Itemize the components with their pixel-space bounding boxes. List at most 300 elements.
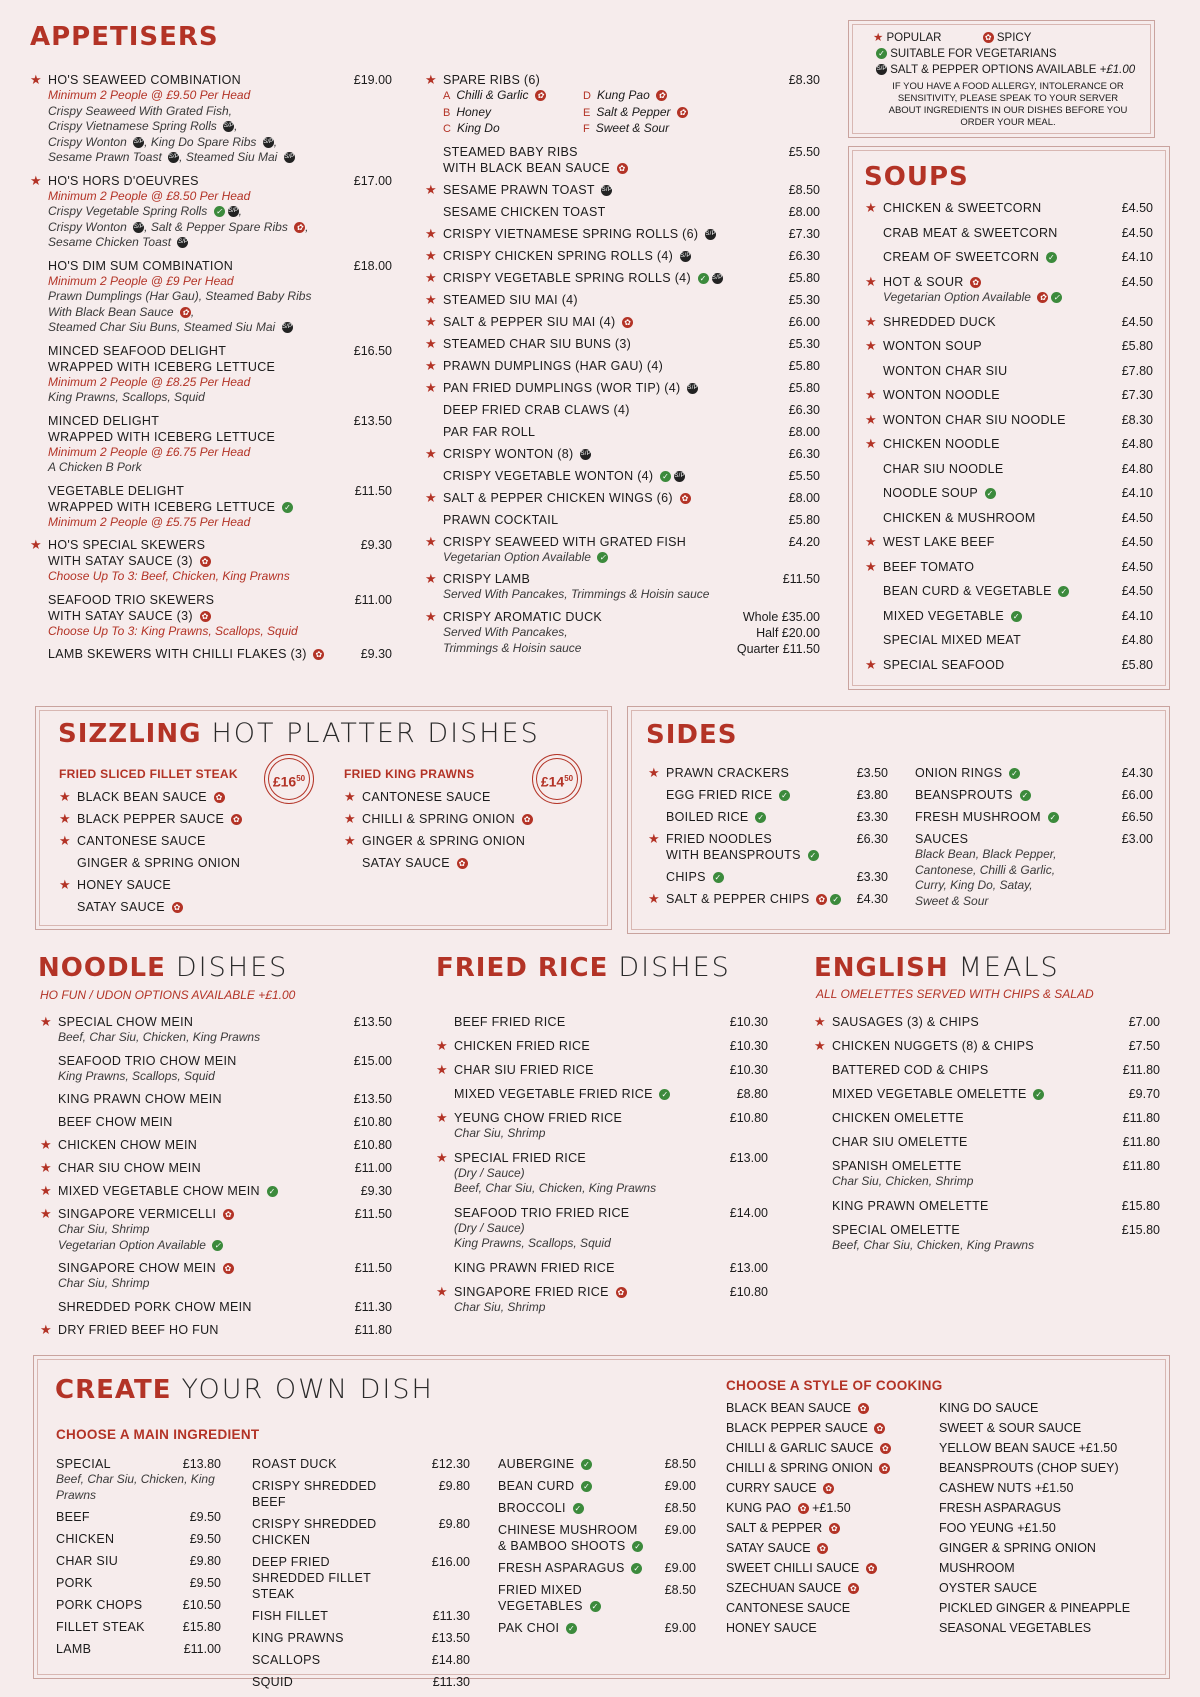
item-name: CANTONESE SAUCE xyxy=(362,790,491,804)
english-note: ALL OMELETTES SERVED WITH CHIPS & SALAD xyxy=(816,987,1094,1001)
item-name: CHICKEN & MUSHROOM xyxy=(883,510,1036,525)
menu-item xyxy=(425,358,820,374)
star-icon: ★ xyxy=(425,533,437,549)
noodle-list xyxy=(40,1014,392,1345)
fried-rice-list xyxy=(436,1014,768,1323)
spicy-icon: ✿ xyxy=(866,1563,877,1574)
item-price: £13.50 xyxy=(353,413,392,428)
menu-item xyxy=(865,363,1153,379)
item-name: CHICKEN & SWEETCORN xyxy=(883,201,1042,215)
item-price: £13.80 xyxy=(182,1457,221,1471)
item-description: Beef, Char Siu, Chicken, King Prawns xyxy=(58,1030,261,1044)
item-name: MINCED DELIGHT xyxy=(48,413,160,428)
vegetarian-icon: ✓ xyxy=(832,895,840,905)
menu-item xyxy=(648,787,888,803)
menu-item xyxy=(436,1086,768,1102)
item-name: SALT & PEPPER CHICKEN WINGS (6) ✿ xyxy=(443,490,689,505)
item-name: CRISPY VEGETABLE WONTON (4) ✓ S/P xyxy=(443,468,685,483)
menu-item xyxy=(59,789,279,805)
item-name: SEAFOOD TRIO CHOW MEIN xyxy=(58,1053,237,1068)
item-name: BEAN CURD & VEGETABLE ✓ xyxy=(883,584,1068,598)
spicy-icon: ✿ xyxy=(523,815,531,825)
menu-item xyxy=(436,1038,768,1054)
item-name: PORK CHOPS xyxy=(56,1598,143,1612)
menu-item xyxy=(252,1652,470,1668)
item-name: CRISPY SEAWEED WITH GRATED FISH xyxy=(443,534,687,549)
menu-item xyxy=(814,1158,1160,1190)
create-title xyxy=(55,1374,434,1405)
item-name: CRISPY WONTON (8) S/P xyxy=(443,446,592,461)
menu-item xyxy=(865,559,1153,575)
cooking-style: FOO YEUNG +£1.50 xyxy=(939,1521,1056,1535)
item-description: Crispy Wonton S/P, King Do Spare Ribs S/P, xyxy=(48,134,278,149)
star-icon: ★ xyxy=(865,411,877,427)
item-price: £10.30 xyxy=(729,1063,768,1077)
item-name: FRESH MUSHROOM ✓ xyxy=(915,810,1057,824)
star-icon: ★ xyxy=(40,1206,52,1221)
item-name: HONEY SAUCE xyxy=(77,878,172,892)
spicy-icon: ✿ xyxy=(656,90,667,101)
item-name: SPECIAL OMELETTE xyxy=(832,1222,960,1237)
item-name: SPECIAL MIXED MEAT xyxy=(883,633,1022,647)
item-price: £7.50 xyxy=(1128,1039,1160,1053)
item-price: £6.30 xyxy=(788,248,820,263)
cooking-style: SWEET CHILLI SAUCE ✿ xyxy=(726,1558,936,1578)
item-name: STEAMED SIU MAI (4) xyxy=(443,292,578,307)
menu-item xyxy=(425,226,820,242)
salt-pepper-icon: S/P xyxy=(674,471,685,482)
star-icon: ★ xyxy=(344,833,356,848)
menu-item xyxy=(425,446,820,462)
menu-item xyxy=(59,877,279,893)
item-name: SQUID xyxy=(252,1675,294,1689)
menu-item xyxy=(30,537,392,585)
item-description: Curry, King Do, Satay, xyxy=(915,878,1033,892)
item-price: £10.50 xyxy=(182,1598,221,1612)
menu-item xyxy=(344,855,564,871)
menu-item xyxy=(865,632,1153,648)
item-name: CRISPY CHICKEN SPRING ROLLS (4) S/P xyxy=(443,248,691,263)
menu-item xyxy=(252,1478,470,1510)
item-name: CHILLI & SPRING ONION ✿ xyxy=(362,812,531,826)
ingredients-column-1 xyxy=(56,1456,221,1663)
item-price: £10.80 xyxy=(729,1111,768,1125)
vegetarian-icon: ✓ xyxy=(809,851,817,861)
steak-title: FRIED SLICED FILLET STEAK xyxy=(59,767,238,781)
spicy-icon: ✿ xyxy=(315,650,323,660)
menu-item xyxy=(40,1183,392,1199)
item-name: SAUCES xyxy=(915,832,969,846)
cooking-style: BLACK BEAN SAUCE ✿ xyxy=(726,1398,936,1418)
item-description: Char Siu, Shrimp xyxy=(58,1222,150,1236)
item-price: £17.00 xyxy=(353,173,392,188)
item-price: £11.50 xyxy=(354,483,392,498)
item-name: HO'S SPECIAL SKEWERS xyxy=(48,538,206,552)
item-name: SESAME CHICKEN TOAST xyxy=(443,204,606,219)
item-name: SALT & PEPPER SIU MAI (4) ✿ xyxy=(443,314,632,329)
item-name: BOILED RICE ✓ xyxy=(666,810,765,824)
spicy-icon: ✿ xyxy=(173,903,181,913)
item-name: SEAFOOD TRIO SKEWERS xyxy=(48,592,215,607)
item-price: £16.50 xyxy=(353,343,392,358)
menu-item xyxy=(56,1509,221,1525)
menu-item xyxy=(436,1062,768,1078)
english-list xyxy=(814,1014,1160,1261)
menu-item xyxy=(814,1198,1160,1214)
salt-pepper-icon: S/P xyxy=(705,229,716,240)
menu-item xyxy=(915,809,1153,825)
star-icon: ★ xyxy=(425,181,437,197)
cooking-style: FRESH ASPARAGUS xyxy=(939,1501,1062,1515)
item-price: £4.10 xyxy=(1121,486,1153,500)
item-note: Minimum 2 People @ £9.50 Per Head xyxy=(48,88,251,102)
menu-item xyxy=(252,1554,470,1602)
vegetarian-icon: ✓ xyxy=(583,1460,591,1470)
item-price: £8.50 xyxy=(664,1583,696,1597)
spicy-icon: ✿ xyxy=(818,895,826,905)
spicy-icon: ✿ xyxy=(829,1523,840,1534)
salt-pepper-icon: S/P xyxy=(223,121,234,132)
item-name-line-2: WITH SATAY SAUCE (3) ✿ xyxy=(48,554,209,568)
sizzling-title xyxy=(58,718,540,749)
item-price-half: Half £20.00 xyxy=(756,626,820,640)
menu-item xyxy=(865,534,1153,550)
item-price: £8.00 xyxy=(788,204,820,219)
spicy-icon: ✿ xyxy=(201,611,209,621)
menu-item xyxy=(865,608,1153,624)
item-description: Beef, Char Siu, Chicken, King Prawns xyxy=(454,1181,657,1195)
item-name: DRY FRIED BEEF HO FUN xyxy=(58,1322,219,1337)
cooking-style: PICKLED GINGER & PINEAPPLE xyxy=(939,1601,1131,1615)
item-price: £7.80 xyxy=(1121,363,1153,378)
item-name: WEST LAKE BEEF xyxy=(883,535,995,549)
item-description: Crispy Vietnamese Spring Rolls S/P, xyxy=(48,119,238,133)
vegetarian-icon: ✓ xyxy=(1011,769,1019,779)
prawns-title: FRIED KING PRAWNS xyxy=(344,767,475,781)
star-icon: ★ xyxy=(59,877,71,892)
item-note: Minimum 2 People @ £8.50 Per Head xyxy=(48,188,251,203)
vegetarian-icon: ✓ xyxy=(714,873,722,883)
item-name: CHAR SIU xyxy=(56,1554,119,1568)
item-price: £8.30 xyxy=(788,73,820,87)
item-description: (Dry / Sauce) xyxy=(454,1220,525,1235)
star-icon: ★ xyxy=(59,789,71,804)
menu-item xyxy=(648,869,888,885)
menu-item xyxy=(865,314,1153,330)
menu-item xyxy=(56,1575,221,1591)
sides-column-2 xyxy=(915,765,1153,915)
star-icon: ★ xyxy=(59,811,71,826)
salt-pepper-icon: S/P xyxy=(680,251,691,262)
menu-item xyxy=(814,1014,1160,1030)
spicy-icon: ✿ xyxy=(823,1483,834,1494)
cooking-style: SZECHUAN SAUCE ✿ xyxy=(726,1578,936,1598)
menu-item xyxy=(40,1260,392,1292)
star-icon: ★ xyxy=(425,269,437,285)
star-icon: ★ xyxy=(40,1160,52,1175)
menu-item xyxy=(425,336,820,352)
star-icon: ★ xyxy=(425,608,437,624)
menu-item xyxy=(425,380,820,396)
english-title-main: ENGLISH xyxy=(814,953,949,983)
item-price-quarter: Quarter £11.50 xyxy=(736,642,820,656)
vegetarian-icon: ✓ xyxy=(699,273,707,283)
item-name: BEAN CURD ✓ xyxy=(498,1479,591,1493)
item-price: £9.50 xyxy=(189,1576,221,1590)
menu-item xyxy=(252,1674,470,1690)
vegetarian-icon: ✓ xyxy=(583,1482,591,1492)
item-description: Vegetarian Option Available ✓ xyxy=(58,1238,392,1254)
option-name: Kung Pao ✿ xyxy=(597,88,667,102)
appetisers-column-1 xyxy=(30,72,392,669)
item-price: £9.80 xyxy=(438,1517,470,1531)
menu-item xyxy=(56,1553,221,1569)
item-price: £13.50 xyxy=(353,1092,392,1106)
sizzling-title-main: SIZZLING xyxy=(58,719,202,749)
vegetarian-icon: ✓ xyxy=(634,1542,642,1552)
item-price: £4.50 xyxy=(1121,584,1153,598)
item-name: STEAMED CHAR SIU BUNS (3) xyxy=(443,336,632,351)
spicy-icon: ✿ xyxy=(535,90,546,101)
item-price: £11.00 xyxy=(183,1642,221,1656)
item-price: £7.30 xyxy=(788,226,820,241)
item-price: £11.80 xyxy=(1122,1111,1160,1125)
menu-item xyxy=(425,402,820,418)
menu-item xyxy=(648,809,888,825)
item-note: Minimum 2 People @ £5.75 Per Head xyxy=(48,514,251,529)
salt-pepper-icon: S/P xyxy=(601,185,612,196)
star-icon: ★ xyxy=(436,1283,448,1299)
menu-item xyxy=(30,483,392,531)
item-price: £3.30 xyxy=(856,870,888,884)
item-name: CHAR SIU FRIED RICE xyxy=(454,1063,594,1077)
english-title xyxy=(814,952,1060,983)
item-price: Whole £35.00 xyxy=(742,609,820,624)
star-icon: ★ xyxy=(436,1062,448,1077)
menu-item xyxy=(40,1053,392,1085)
menu-item xyxy=(865,510,1153,526)
menu-item xyxy=(814,1134,1160,1150)
item-name-line-2: WRAPPED WITH ICEBERG LETTUCE xyxy=(48,429,276,444)
item-name: SATAY SAUCE ✿ xyxy=(362,856,466,870)
menu-item xyxy=(915,765,1153,781)
star-icon: ★ xyxy=(865,534,877,549)
item-name: CHAR SIU NOODLE xyxy=(883,461,1004,476)
menu-item xyxy=(865,485,1153,501)
item-price: £10.30 xyxy=(729,1015,768,1029)
item-name: LAMB SKEWERS WITH CHILLI FLAKES (3) ✿ xyxy=(48,647,323,661)
item-name: FRIED MIXED VEGETABLES ✓ xyxy=(498,1583,599,1613)
menu-item xyxy=(865,657,1153,673)
vegetarian-icon: ✓ xyxy=(574,1504,582,1514)
menu-item xyxy=(915,787,1153,803)
item-name: SHREDDED PORK CHOW MEIN xyxy=(58,1299,252,1314)
salt-pepper-icon: S/P xyxy=(282,322,293,333)
menu-item xyxy=(59,811,279,827)
cooking-style: BEANSPROUTS (CHOP SUEY) xyxy=(939,1461,1119,1475)
vegetarian-icon: ✓ xyxy=(597,552,608,563)
option xyxy=(583,121,723,138)
star-icon: ★ xyxy=(865,436,877,451)
menu-item xyxy=(59,855,279,871)
menu-item xyxy=(56,1531,221,1547)
create-title-sub: YOUR OWN DISH xyxy=(181,1374,434,1405)
star-icon: ★ xyxy=(30,537,42,552)
vegetarian-icon: ✓ xyxy=(1035,1090,1043,1100)
cooking-style: CURRY SAUCE ✿ xyxy=(726,1478,936,1498)
spicy-icon: ✿ xyxy=(225,1210,233,1220)
spicy-icon: ✿ xyxy=(458,859,466,869)
item-price: £15.00 xyxy=(353,1053,392,1068)
cooking-style: CHILLI & GARLIC SAUCE ✿ xyxy=(726,1438,936,1458)
menu-item xyxy=(814,1110,1160,1126)
item-price: £8.50 xyxy=(788,182,820,197)
item-price: £4.50 xyxy=(1121,201,1153,215)
menu-item xyxy=(425,314,820,330)
menu-item xyxy=(436,1205,768,1252)
menu-item xyxy=(40,1091,392,1107)
option xyxy=(443,88,583,105)
item-name: WONTON CHAR SIU xyxy=(883,363,1008,378)
item-price: £18.00 xyxy=(353,258,392,273)
menu-item xyxy=(425,512,820,528)
item-name: SEAFOOD TRIO FRIED RICE xyxy=(454,1205,630,1220)
item-price: £14.80 xyxy=(431,1653,470,1667)
item-description: With Black Bean Sauce ✿ , xyxy=(48,304,195,319)
menu-item xyxy=(425,609,820,657)
item-description: Vegetarian Option Available ✿ ✓ xyxy=(883,290,1153,306)
item-name: CHICKEN FRIED RICE xyxy=(454,1039,590,1053)
menu-item xyxy=(436,1260,768,1276)
item-name: SPECIAL FRIED RICE xyxy=(454,1150,587,1165)
item-name: CRISPY SHREDDED BEEF xyxy=(252,1479,377,1509)
menu-item xyxy=(425,204,820,220)
spicy-icon: ✿ xyxy=(1037,292,1048,303)
vegetarian-icon: ✓ xyxy=(661,1090,669,1100)
menu-item xyxy=(252,1608,470,1624)
item-price: £11.30 xyxy=(432,1609,470,1623)
item-name-line-2: WRAPPED WITH ICEBERG LETTUCE ✓ xyxy=(48,499,292,514)
star-icon: ★ xyxy=(30,72,42,87)
spicy-icon: ✿ xyxy=(618,163,626,173)
item-price: £5.80 xyxy=(788,358,820,373)
cooking-style-title: CHOOSE A STYLE OF COOKING xyxy=(726,1378,943,1393)
menu-item xyxy=(425,72,820,138)
legend-popular: POPULAR xyxy=(886,32,942,44)
item-description: Beef, Char Siu, Chicken, King Prawns xyxy=(832,1237,1035,1252)
item-price: £11.80 xyxy=(1122,1063,1160,1077)
menu-item xyxy=(56,1456,221,1503)
item-price: £9.80 xyxy=(189,1554,221,1568)
item-description: Char Siu, Shrimp xyxy=(454,1126,546,1140)
spicy-icon: ✿ xyxy=(681,493,689,503)
item-name: BEANSPROUTS ✓ xyxy=(915,788,1029,802)
option-letter: B xyxy=(443,106,451,119)
item-price: £11.80 xyxy=(1122,1135,1160,1149)
item-price: £4.30 xyxy=(856,892,888,906)
item-price: £9.00 xyxy=(664,1523,696,1537)
menu-item xyxy=(865,274,1153,306)
sides-column-1 xyxy=(648,765,888,913)
steak-price: £16 xyxy=(272,773,297,790)
item-description: Char Siu, Chicken, Shrimp xyxy=(832,1174,974,1188)
menu-item xyxy=(865,436,1153,452)
vegetarian-icon: ✓ xyxy=(591,1602,599,1612)
prawns-price: £14 xyxy=(540,773,565,790)
salt-pepper-icon: S/P xyxy=(133,222,144,233)
salt-pepper-icon: S/P xyxy=(177,237,188,248)
menu-item xyxy=(814,1086,1160,1102)
item-name: CHICKEN OMELETTE xyxy=(832,1111,964,1125)
item-price: £9.70 xyxy=(1128,1087,1160,1101)
item-name: STEAMED BABY RIBS xyxy=(443,144,578,159)
item-description: Steamed Char Siu Buns, Steamed Siu Mai S/P xyxy=(48,320,292,334)
item-name: VEGETABLE DELIGHT xyxy=(48,483,185,498)
item-price: £4.10 xyxy=(1121,250,1153,264)
menu-item xyxy=(56,1619,221,1635)
english-title-sub: MEALS xyxy=(958,952,1060,983)
item-price: £8.80 xyxy=(736,1087,768,1101)
item-name: GINGER & SPRING ONION xyxy=(362,834,526,848)
item-description: Black Bean, Black Pepper, xyxy=(915,847,1057,861)
salt-pepper-icon: S/P xyxy=(687,383,698,394)
item-name: GINGER & SPRING ONION xyxy=(77,856,241,870)
item-name: MIXED VEGETABLE CHOW MEIN ✓ xyxy=(58,1184,276,1198)
item-price: £8.30 xyxy=(1121,412,1153,427)
item-price: £4.80 xyxy=(1121,461,1153,476)
spicy-icon: ✿ xyxy=(294,222,305,233)
noodle-title xyxy=(38,952,288,983)
vegetarian-icon: ✓ xyxy=(1060,587,1068,597)
soups-title: SOUPS xyxy=(864,162,969,192)
menu-item xyxy=(425,270,820,286)
item-price: £15.80 xyxy=(182,1620,221,1634)
item-name: SPECIAL SEAFOOD xyxy=(883,657,1005,672)
item-name: EGG FRIED RICE ✓ xyxy=(666,788,789,802)
item-description: King Prawns, Scallops, Squid xyxy=(454,1236,611,1250)
menu-item xyxy=(40,1160,392,1176)
cooking-style: YELLOW BEAN SAUCE +£1.50 xyxy=(939,1441,1118,1455)
option-name: Chilli & Garlic ✿ xyxy=(456,88,545,102)
menu-item xyxy=(865,249,1153,265)
cooking-style: SALT & PEPPER ✿ xyxy=(726,1518,936,1538)
item-name: SATAY SAUCE ✿ xyxy=(77,900,181,914)
menu-item xyxy=(498,1500,696,1516)
item-price: £12.30 xyxy=(431,1457,470,1471)
noodle-title-sub: DISHES xyxy=(175,952,289,983)
item-description: Prawn Dumplings (Har Gau), Steamed Baby Ribs xyxy=(48,289,312,303)
item-name: SPECIAL CHOW MEIN xyxy=(58,1015,194,1029)
salt-pepper-icon: S/P xyxy=(712,273,723,284)
menu-item xyxy=(252,1516,470,1548)
item-price: £7.30 xyxy=(1121,388,1153,402)
spicy-icon: ✿ xyxy=(232,815,240,825)
item-price: £5.80 xyxy=(1121,339,1153,353)
item-price: £19.00 xyxy=(353,73,392,87)
menu-item xyxy=(436,1284,768,1316)
item-name: BROCCOLI ✓ xyxy=(498,1501,582,1515)
star-icon: ★ xyxy=(436,1110,448,1125)
menu-item xyxy=(40,1137,392,1153)
item-name: SPANISH OMELETTE xyxy=(832,1159,962,1173)
item-name: CRISPY AROMATIC DUCK xyxy=(443,609,603,624)
cooking-styles-column-2 xyxy=(939,1398,1159,1638)
menu-item xyxy=(252,1630,470,1646)
star-icon: ★ xyxy=(436,1038,448,1053)
menu-item xyxy=(865,387,1153,403)
option-name: Honey xyxy=(456,104,492,119)
star-icon: ★ xyxy=(865,656,877,672)
